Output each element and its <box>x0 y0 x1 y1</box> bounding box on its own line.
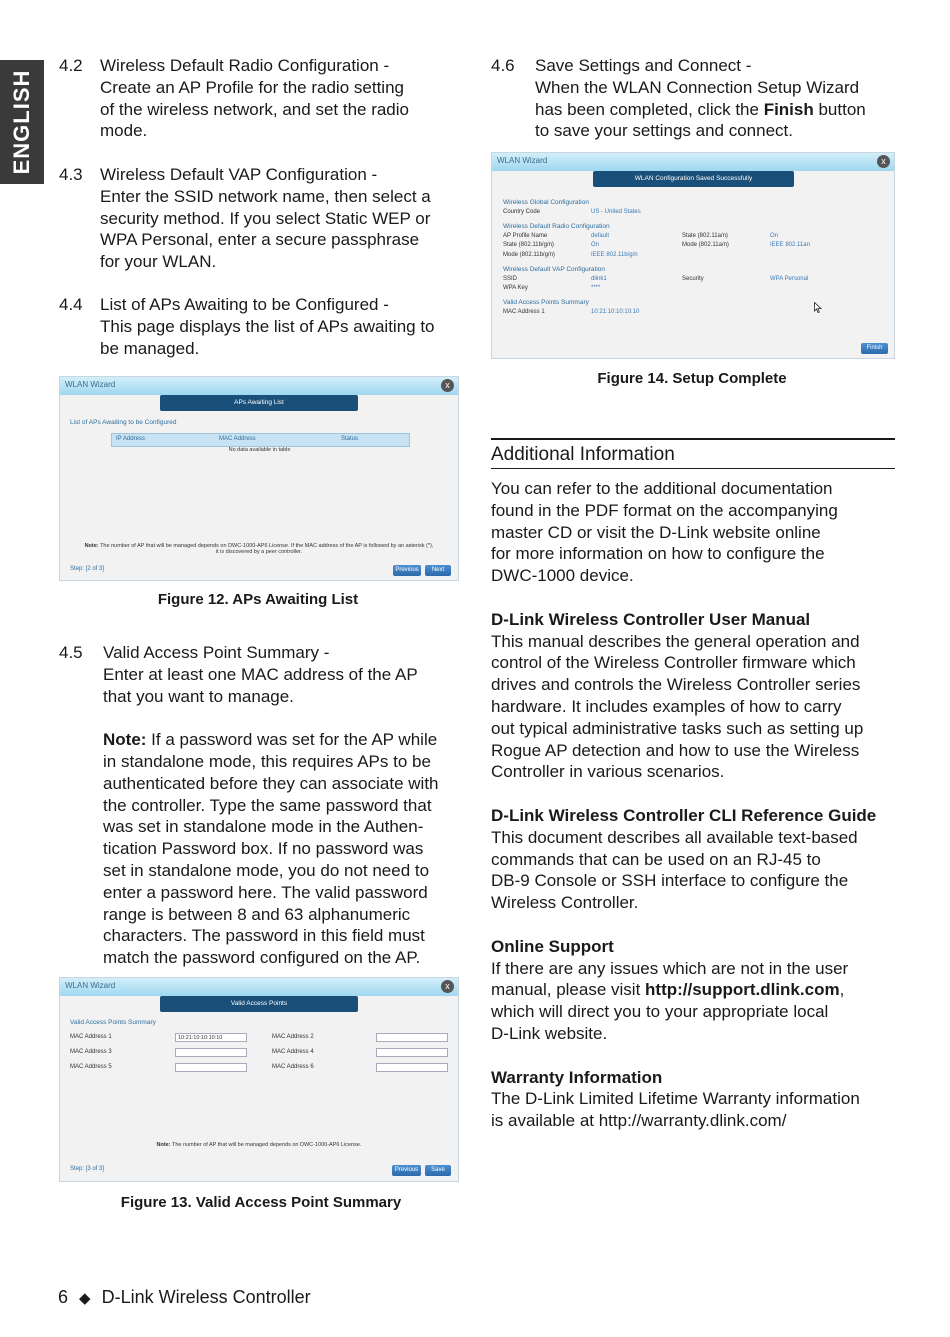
mode-bg-label: Mode (802.11b/g/n) <box>503 252 555 258</box>
section-line: for your WLAN. <box>100 252 217 272</box>
previous-button[interactable]: Previous <box>393 565 421 576</box>
column-mac-address[interactable]: MAC Address <box>219 436 256 442</box>
manual-line: Controller in various scenarios. <box>491 762 725 782</box>
language-label: ENGLISH <box>9 69 34 175</box>
user-manual-title: D-Link Wireless Controller User Manual <box>491 609 811 629</box>
additional-info-heading-block <box>491 438 895 469</box>
section-4-4 <box>59 294 469 362</box>
support-link[interactable]: http://support.dlink.com <box>645 980 840 1000</box>
section-heading: Valid Access Points Summary <box>70 1019 156 1026</box>
section-line: Enter the SSID network name, then select a <box>100 186 431 206</box>
finish-button[interactable]: Finish <box>861 343 888 354</box>
mode-an-value: IEEE 802.11an <box>770 242 810 248</box>
section-line: Create an AP Profile for the radio setting <box>100 77 404 97</box>
section-line: This page displays the list of APs awaiting to <box>100 316 435 336</box>
note-line: set in standalone mode, you do not need to <box>103 860 430 880</box>
step-indicator: Step: [2 of 3] <box>70 566 105 572</box>
page-number: 6 <box>58 1287 69 1307</box>
mac-address-5-input[interactable] <box>175 1063 247 1072</box>
radio-config-heading: Wireless Default Radio Configuration <box>503 223 610 230</box>
section-4-2 <box>59 55 469 145</box>
section-number: 4.4 <box>59 295 83 314</box>
mac-address-4-input[interactable] <box>376 1048 448 1057</box>
section-line: to save your settings and connect. <box>535 121 793 141</box>
mouse-cursor-icon <box>814 302 822 313</box>
mac-address-value: 10:21:10:10:10:10 <box>591 309 640 315</box>
close-icon[interactable]: x <box>441 379 454 392</box>
section-4-5 <box>59 642 469 967</box>
country-label: Country Code <box>503 209 541 215</box>
mac-address-6-label: MAC Address 6 <box>272 1064 314 1070</box>
online-support-title: Online Support <box>491 936 614 956</box>
cli-line: This document describes all available text-based <box>491 827 858 847</box>
security-value: WPA Personal <box>770 276 809 282</box>
note-text: The number of AP that will be managed depends on DWC-1000-AP6 License. <box>170 1142 362 1148</box>
window-titlebar <box>60 978 458 996</box>
mac-address-5-label: MAC Address 5 <box>70 1064 112 1070</box>
mac-address-2-label: MAC Address 2 <box>272 1034 314 1040</box>
intro-line: You can refer to the additional documentation <box>491 479 833 498</box>
mac-address-label: MAC Address 1 <box>503 309 545 315</box>
language-tab <box>0 60 44 184</box>
section-line: Wireless Default Radio Configuration - <box>100 56 390 75</box>
intro-line: DWC-1000 device. <box>491 566 634 586</box>
mac-address-2-input[interactable] <box>376 1033 448 1042</box>
finish-emphasis: Finish <box>763 99 814 119</box>
cli-guide-title: D-Link Wireless Controller CLI Reference Guide <box>491 805 877 825</box>
section-line: be managed. <box>100 338 200 358</box>
figure-13-screenshot <box>59 977 459 1182</box>
profile-value: default <box>591 233 610 239</box>
figure-14-screenshot <box>491 152 895 359</box>
manual-line: This manual describes the general operation and <box>491 631 860 651</box>
section-line: Enter at least one MAC address of the AP <box>103 664 418 684</box>
additional-info-heading: Additional Information <box>491 444 675 465</box>
support-line: If there are any issues which are not in the user <box>491 958 849 978</box>
close-icon[interactable]: x <box>877 155 890 168</box>
cli-line: commands that can be used on an RJ-45 to <box>491 849 821 869</box>
wpa-key-label: WPA Key <box>503 285 528 291</box>
note-line: authenticated before they can associate with <box>103 773 439 793</box>
column-ip-address[interactable]: IP Address <box>116 436 145 442</box>
window-title: WLAN Wizard <box>65 380 116 389</box>
mac-address-1-label: MAC Address 1 <box>70 1034 112 1040</box>
figure-14-caption: Figure 14. Setup Complete <box>597 370 787 387</box>
step-indicator: Step: [3 of 3] <box>70 1166 105 1172</box>
manual-line: control of the Wireless Controller firmware which <box>491 653 856 673</box>
note-line: was set in standalone mode in the Authen- <box>103 817 424 837</box>
note-line: Note: If a password was set for the AP while <box>103 730 438 750</box>
wizard-banner: WLAN Configuration Saved Successfully <box>593 171 794 187</box>
note-line: match the password configured on the AP. <box>103 948 421 968</box>
section-line: When the WLAN Connection Setup Wizard <box>535 77 860 97</box>
manual-line: drives and controls the Wireless Controller series <box>491 675 861 695</box>
section-4-6 <box>491 55 911 145</box>
mac-address-4-label: MAC Address 4 <box>272 1049 314 1055</box>
figure-12-screenshot <box>59 376 459 581</box>
section-line: WPA Personal, enter a secure passphrase <box>100 230 420 250</box>
section-number: 4.3 <box>59 165 83 184</box>
state-an-label: State (802.11a/n) <box>682 233 728 239</box>
mac-address-1-input[interactable]: 10:21:10:10:10:10 <box>175 1033 247 1042</box>
wizard-banner: APs Awaiting List <box>160 395 358 411</box>
section-line: has been completed, click the Finish button <box>535 99 866 119</box>
intro-line: master CD or visit the D-Link website online <box>491 522 821 542</box>
previous-button[interactable]: Previous <box>392 1165 421 1176</box>
footer-title: D-Link Wireless Controller <box>101 1287 311 1307</box>
support-line: which will direct you to your appropriate local <box>491 1002 829 1022</box>
section-line: mode. <box>100 121 148 141</box>
note-line: in standalone mode, this requires APs to be <box>103 751 431 771</box>
diamond-icon: ◆ <box>79 1290 91 1307</box>
section-line: security method. If you select Static WEP or <box>100 208 431 228</box>
profile-label: AP Profile Name <box>503 233 548 239</box>
figure-12-caption: Figure 12. APs Awaiting List <box>157 591 359 608</box>
cli-line: Wireless Controller. <box>491 893 639 913</box>
state-bg-label: State (802.11b/g/n) <box>503 242 554 248</box>
save-button[interactable]: Save <box>425 1165 451 1176</box>
section-line: of the wireless network, and set the radio <box>100 99 409 119</box>
warranty-line: The D-Link Limited Lifetime Warranty information <box>491 1089 860 1109</box>
mac-address-6-input[interactable] <box>376 1063 448 1072</box>
window-title: WLAN Wizard <box>497 156 548 165</box>
note-line: characters. The password in this field must <box>103 926 425 946</box>
security-label: Security <box>682 276 704 282</box>
valid-ap-heading: Valid Access Points Summary <box>503 299 589 306</box>
section-number: 4.6 <box>491 56 515 75</box>
state-an-value: On <box>770 233 779 239</box>
next-button[interactable]: Next <box>425 565 451 576</box>
note-text: The number of AP that will be managed depends on DWC-1000-AP6 License. If the MAC address of the AP is followed by an asterisk (*), <box>98 543 434 549</box>
ssid-value: dlink1 <box>591 276 607 282</box>
table-header <box>111 433 410 447</box>
note-label: Note: <box>103 730 147 750</box>
note-line: tication Password box. If no password was <box>103 839 424 859</box>
section-line: Save Settings and Connect - <box>535 56 752 75</box>
license-note-line2: it is discovered by a peer controller. <box>215 549 303 555</box>
country-value: US - United States <box>591 209 641 215</box>
window-title: WLAN Wizard <box>65 981 116 990</box>
section-4-3 <box>59 164 469 276</box>
section-line: that you want to manage. <box>103 686 294 706</box>
section-line: Valid Access Point Summary - <box>103 643 330 662</box>
wpa-key-value: **** <box>591 285 601 291</box>
intro-line: for more information on how to configure the <box>491 544 825 564</box>
section-line: Wireless Default VAP Configuration - <box>100 165 378 184</box>
license-note <box>64 1142 454 1148</box>
close-icon[interactable]: x <box>441 980 454 993</box>
mac-address-3-label: MAC Address 3 <box>70 1049 112 1055</box>
manual-line: Rogue AP detection and how to use the Wireless <box>491 740 860 760</box>
mode-bg-value: IEEE 802.11b/g/n <box>591 252 638 258</box>
note-line: the controller. Type the same password that <box>103 795 432 815</box>
section-line: List of APs Awaiting to be Configured - <box>100 295 389 314</box>
window-titlebar <box>60 377 458 395</box>
wizard-banner: Valid Access Points <box>160 996 358 1012</box>
cli-line: DB-9 Console or SSH interface to configure the <box>491 871 849 891</box>
manual-line: out typical administrative tasks such as setting up <box>491 718 864 738</box>
section-number: 4.5 <box>59 643 83 662</box>
state-bg-value: On <box>591 242 600 248</box>
section-heading: List of APs Awaiting to be Configured <box>70 419 177 426</box>
warranty-line[interactable]: is available at http://warranty.dlink.com/ <box>491 1111 787 1131</box>
mode-an-label: Mode (802.11a/n) <box>682 242 729 248</box>
window-titlebar <box>492 153 894 171</box>
note-line: range is between 8 and 63 alphanumeric <box>103 904 411 924</box>
vap-config-heading: Wireless Default VAP Configuration <box>503 266 606 273</box>
support-line: manual, please visit http://support.dlink.com, <box>491 980 845 1000</box>
note-line: enter a password here. The valid password <box>103 882 428 902</box>
mac-address-3-input[interactable] <box>175 1048 247 1057</box>
empty-table-message: No data available in table <box>228 447 291 453</box>
global-config-heading: Wireless Global Configuration <box>503 199 589 206</box>
intro-line: found in the PDF format on the accompanying <box>491 500 838 520</box>
additional-info-body <box>491 478 911 1132</box>
column-status[interactable]: Status <box>341 436 359 442</box>
section-number: 4.2 <box>59 56 83 75</box>
warranty-title: Warranty Information <box>491 1067 663 1087</box>
page-footer <box>58 1287 311 1308</box>
note-label: Note: <box>84 543 99 549</box>
figure-13-caption: Figure 13. Valid Access Point Summary <box>120 1194 402 1211</box>
support-line: D-Link website. <box>491 1023 608 1043</box>
note-label: Note: <box>156 1142 171 1148</box>
manual-line: hardware. It includes examples of how to carry <box>491 696 842 716</box>
ssid-label: SSID <box>503 276 518 282</box>
